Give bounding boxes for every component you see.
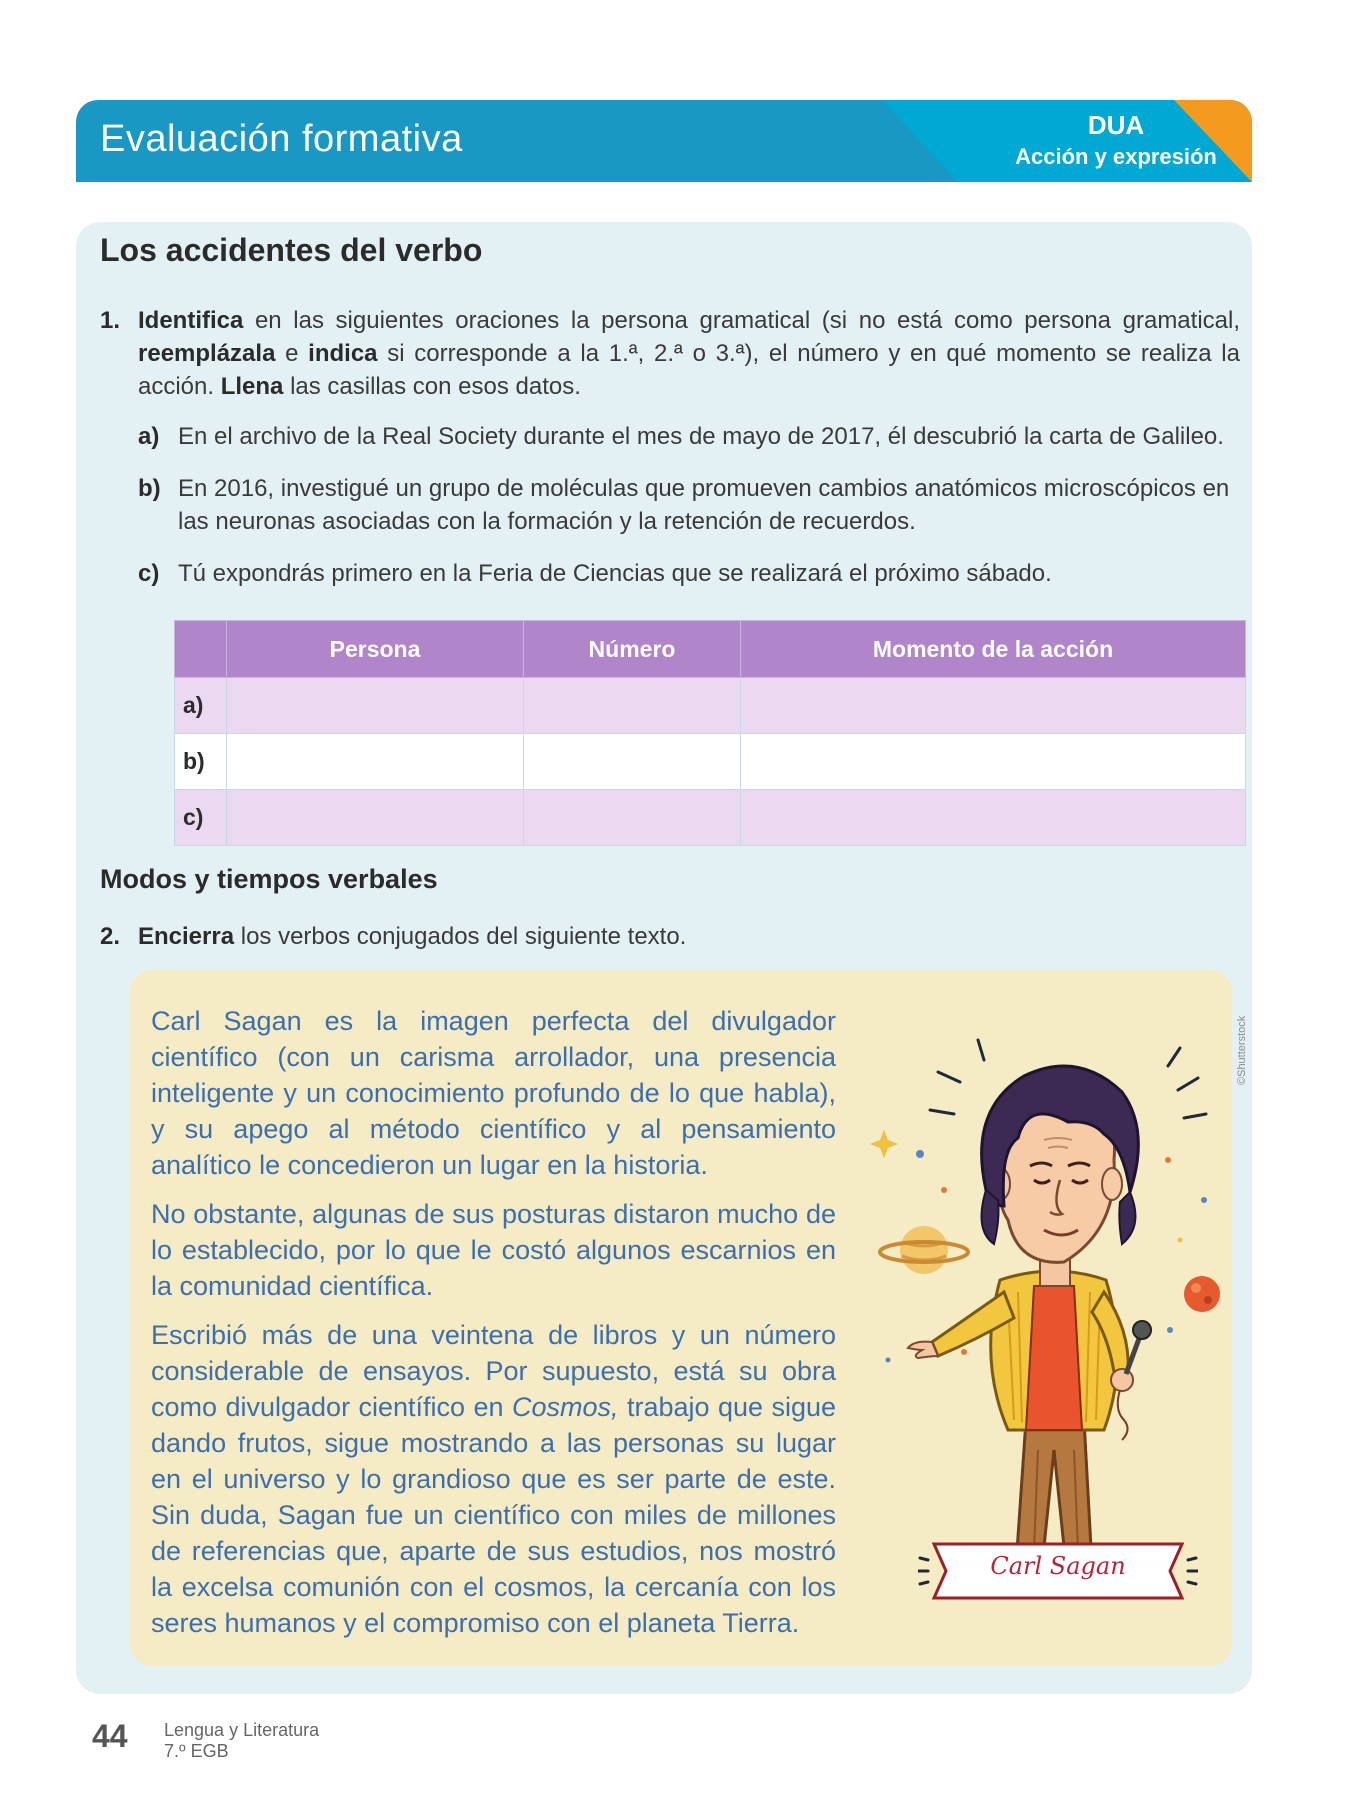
table-header: Persona bbox=[227, 621, 524, 678]
item-text: Tú expondrás primero en la Feria de Ciencias que se realizará el próximo sábado. bbox=[178, 560, 1052, 587]
item-label: c) bbox=[138, 560, 160, 587]
header-banner bbox=[76, 100, 1252, 182]
answer-cell[interactable] bbox=[524, 790, 741, 846]
item-text: En el archivo de la Real Society durante el mes de mayo de 2017, él descubrió la carta de Galileo. bbox=[178, 423, 1224, 450]
banner-tab-wedge bbox=[882, 100, 958, 182]
reading-paragraph: Escribió más de una veintena de libros y un número considerable de ensayos. Por supuesto, está su obra como divulgador científico en Cosmos, trabajo que sigue dando frutos, sigue mostrando a las personas su lugar en el universo y lo grandioso que es ser parte de este. Sin duda, Sagan fue un científico con miles de millones de referencias que, aparte de sus estudios, nos mostró la excelsa comunión con el cosmos, la cercanía con los seres humanos y el compromiso con el planeta Tierra. bbox=[151, 1320, 837, 1638]
item-text: En 2016, investigué un grupo de moléculas que promueven cambios anatómicos microscópicos en las neuronas asociadas con la formación y la retención de recuerdos. bbox=[178, 475, 1230, 535]
page-number: 44 bbox=[92, 1718, 128, 1754]
answer-cell[interactable] bbox=[524, 678, 741, 734]
question-2 bbox=[100, 920, 1240, 953]
row-label: c) bbox=[175, 790, 227, 846]
footer-grade: 7.º EGB bbox=[164, 1741, 229, 1761]
footer-subject: Lengua y Literatura bbox=[164, 1720, 320, 1740]
answer-table bbox=[174, 620, 1246, 846]
table-header: Número bbox=[524, 621, 741, 678]
question-number: 1. bbox=[100, 307, 121, 334]
reading-text bbox=[151, 1003, 836, 1654]
sentence-c bbox=[138, 557, 1238, 590]
answer-cell[interactable] bbox=[227, 678, 524, 734]
saturn-icon bbox=[880, 1226, 968, 1274]
dua-subtitle: Acción y expresión bbox=[1015, 144, 1217, 169]
answer-cell[interactable] bbox=[227, 734, 524, 790]
answer-cell[interactable] bbox=[741, 734, 1246, 790]
answer-cell[interactable] bbox=[524, 734, 741, 790]
table-row bbox=[175, 734, 1246, 790]
table-row bbox=[175, 678, 1246, 734]
question-number: 2. bbox=[100, 923, 121, 950]
subsection-title: Modos y tiempos verbales bbox=[100, 864, 438, 894]
question-1 bbox=[100, 304, 1240, 403]
item-label: a) bbox=[138, 423, 160, 450]
table-header: Momento de la acción bbox=[741, 621, 1246, 678]
sentence-a bbox=[138, 420, 1238, 453]
answer-cell[interactable] bbox=[741, 790, 1246, 846]
mars-icon bbox=[1184, 1276, 1220, 1312]
section-title: Los accidentes del verbo bbox=[100, 232, 483, 268]
row-label: a) bbox=[175, 678, 227, 734]
page-title: Evaluación formativa bbox=[100, 118, 463, 160]
illustration-caption: Carl Sagan bbox=[990, 1552, 1126, 1580]
item-label: b) bbox=[138, 475, 161, 502]
question-2-text: Encierra los verbos conjugados del siguiente texto. bbox=[138, 923, 687, 950]
answer-cell[interactable] bbox=[741, 678, 1246, 734]
dua-label: DUA bbox=[1087, 110, 1145, 140]
reading-paragraph: No obstante, algunas de sus posturas distaron mucho de lo establecido, por lo que le costó algunos escarnios en la comunidad científica. bbox=[151, 1199, 836, 1301]
table-header-corner bbox=[175, 621, 227, 678]
table-header-row bbox=[175, 621, 1246, 678]
reading-paragraph: Carl Sagan es la imagen perfecta del divulgador científico (con un carisma arrollador, una presencia inteligente y un conocimiento profundo de lo que habla), y su apego al método científico y al pensamiento analítico le concedieron un lugar en la historia. bbox=[151, 1006, 836, 1180]
question-1-text: Identifica en las siguientes oraciones la persona gramatical (si no está como persona gramatical, reemplázala e indica si corresponde a la 1.ª, 2.ª o 3.ª), el número y en qué momento se realiza la acción. Llena las casillas con esos datos. bbox=[138, 307, 1240, 400]
row-label: b) bbox=[175, 734, 227, 790]
sentence-b bbox=[138, 472, 1238, 538]
table-row bbox=[175, 790, 1246, 846]
answer-cell[interactable] bbox=[227, 790, 524, 846]
image-credit: ©Shutterstock bbox=[1236, 1015, 1248, 1085]
